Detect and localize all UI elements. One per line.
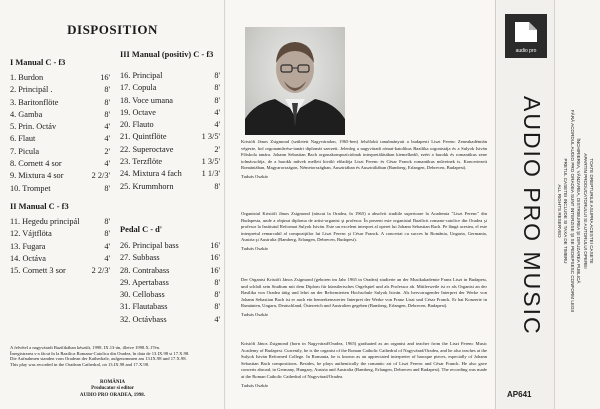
logo-label: audio pro [515, 48, 537, 54]
stop-feet: 1 3/5' [201, 132, 220, 142]
logo-icon [505, 14, 547, 48]
rights-panel [556, 0, 600, 409]
rights-line-5: PRETUL CASETEI INCLUDE SI TAXA DE TIMBRU [563, 158, 569, 264]
stop-item [120, 70, 220, 82]
stop-name: 2. Principál . [10, 85, 53, 95]
stop-feet: 8' [104, 85, 110, 95]
stop-feet: 8' [104, 229, 110, 239]
rights-line-3: ÎNCHIRIEREA, VÂNZAREA, DISTRIBUIREA ŞI DIFUZAREA PUBLICĂ [576, 138, 582, 284]
stop-name: 5. Prin. Octáv [10, 122, 57, 132]
stop-name: 9. Mixtura 4 sor [10, 171, 64, 181]
stop-name: 17. Copula [120, 83, 157, 93]
stop-name: 27. Subbass [120, 253, 160, 263]
stop-name: 10. Trompet [10, 183, 51, 193]
stop-feet: 2' [104, 146, 110, 156]
stop-item [10, 72, 110, 84]
stop-feet: 2 2/3' [91, 171, 110, 181]
stop-feet: 8' [214, 83, 220, 93]
biography-panel [226, 0, 496, 409]
stop-feet: 8' [214, 71, 220, 80]
stop-item [10, 241, 110, 253]
stop-feet: 8' [214, 277, 220, 287]
stop-feet: 8' [214, 302, 220, 312]
stop-feet: 8' [104, 183, 110, 193]
manual3-heading: III Manual (positiv) C - f3 [120, 50, 214, 59]
stop-item [120, 119, 220, 131]
bio-hu-signature: Tudsás Oszkár [241, 173, 269, 179]
stop-feet: 8' [104, 109, 110, 119]
stop-name: 8. Cornett 4 sor [10, 159, 62, 169]
bio-german [241, 277, 487, 319]
stop-item [10, 97, 110, 109]
stop-name: 24. Mixtura 4 fach [120, 169, 182, 179]
organist-photo [245, 27, 345, 135]
stop-item [120, 168, 220, 180]
stop-feet: 4' [104, 159, 110, 169]
stop-feet: 4' [214, 314, 220, 324]
stop-name: 13. Fugara [10, 241, 46, 251]
stop-name: 22. Superoctave [120, 144, 174, 154]
stop-name: 25. Krummhorn [120, 181, 174, 191]
stop-item [120, 265, 220, 277]
imprint-publisher: AUDIO PRO ORADEA, 1998. [79, 392, 146, 398]
stop-item [10, 265, 110, 277]
pedal-stop-list [120, 240, 220, 326]
pedal-heading: Pedal C - d' [120, 225, 163, 234]
stop-feet: 1 1/3' [201, 169, 220, 179]
manual2-stop-list [10, 216, 110, 277]
bio-en-signature: Tudsás Oszkár [241, 382, 269, 388]
imprint-role: Producator si editor [91, 386, 134, 392]
stop-item [120, 131, 220, 143]
stop-name: 29. Apertabass [120, 277, 169, 287]
bio-en-text: Kristófi János Zsigmond (born in Nagyvárad/Oradea, 1965) graduated as an organist and teacher from the Liszt Ferenc Music Academy of Budapest. Currently, he is the organist of the Roman Catholic Cathedral of Nagyvárad/Oradea, and he also teaches at the Sulyok István Reformed College. In Romania, he is known as an appreciated interpreter of baroque pieces, especially of Johann Sebastian Bach compositions. Besides, he plays authentically the romantic art of Liszt Ferenc and César Franck. He also gave concerts abroad, in Germany, Hungary, Austria and Australia (Bamberg, Erlangen, Debrecen and Budapest). The recording was made at the Roman Catholic Cathedral of Nagyvárad/Oradea. [241, 341, 487, 379]
manual1-heading: I Manual C - f3 [10, 58, 66, 67]
stop-feet: 2 2/3' [91, 266, 110, 276]
stop-feet: 16' [210, 253, 220, 263]
stop-item [10, 170, 110, 182]
stop-name: 31. Flautabass [120, 302, 168, 312]
stop-item [10, 183, 110, 195]
stop-feet: 8' [214, 181, 220, 191]
stop-item [120, 314, 220, 326]
rights-line-1: TOATE DREPTURILE ASUPRA ACESTEI CASETE [589, 158, 594, 264]
rights-line-4: FĂRĂ ACORDUL AUDIO PRO ORADEA SUNT INTERZISE ŞI SE PEDEPSESC CONFORM LEGII [569, 109, 575, 313]
stop-item [120, 95, 220, 107]
portrait-figure [245, 27, 345, 135]
stop-name: 19. Octave [120, 107, 156, 117]
stop-name: 28. Contrabass [120, 265, 170, 275]
stop-feet: 16' [210, 241, 220, 250]
stop-feet: 16' [100, 73, 110, 82]
stop-item [10, 146, 110, 158]
stop-name: 20. Flauto [120, 120, 154, 130]
stop-item [10, 216, 110, 228]
stop-item [10, 84, 110, 96]
catalog-number: AP641 [507, 390, 532, 399]
stop-name: 26. Principal bass [120, 241, 179, 250]
bio-ro-text: Organistul Kristófi János Zsigmond (născut la Oradea, în 1965) a absolvit studiile superioare la Academia "Liszt Ferenc" din Budapesta, unde a obţinut diploma de artist-organist şi profesor. În prezent este organistul Bazilicii romano-catolice din Oradea şi profesor la Institutul Reformat Sulyok István. Este un excelent interpret al operei lui Johann Sebastian Bach. Pe lângă acestea, el este interpretul remarcabil al compoziţiilor lui Liszt Ferenc şi César Franck. A concertat cu succes în România, Ungaria, Germania, Austria şi Australia (Bamberg, Erlangen, Debrecen, Budapest). [241, 211, 487, 243]
stop-name: 14. Octáva [10, 253, 46, 263]
stop-item [120, 277, 220, 289]
note-hu: A felvétel a nagyváradi Bazilikában készült, 1998. IX.13-án, illetve 1998.X.17én. [10, 345, 161, 350]
stop-feet: 4' [214, 120, 220, 130]
stop-item [120, 301, 220, 313]
bio-ro-signature: Tudsás Oszkár [241, 245, 269, 251]
recording-notes [10, 345, 220, 367]
manual3-stop-list [120, 70, 220, 193]
rights-notice [556, 46, 594, 376]
stop-name: 23. Terzflöte [120, 157, 163, 167]
stop-feet: 4' [104, 241, 110, 251]
spine-label: AUDIO PRO MUSIC [519, 96, 545, 336]
stop-name: 6. Flaut [10, 134, 36, 144]
stop-feet: 4' [104, 134, 110, 144]
stop-item [120, 289, 220, 301]
imprint-country: ROMÂNIA [100, 380, 125, 385]
stop-item [120, 156, 220, 168]
audio-pro-logo [505, 14, 547, 58]
stop-item [10, 121, 110, 133]
stop-item [120, 252, 220, 264]
stop-name: 21. Quintflöte [120, 132, 167, 142]
stop-name: 7. Picula [10, 146, 40, 156]
stop-feet: 4' [104, 253, 110, 263]
stop-item [120, 240, 220, 252]
stop-feet: 4' [104, 122, 110, 132]
disposition-panel [0, 0, 225, 409]
stop-item [10, 133, 110, 145]
bio-english [241, 341, 487, 389]
note-de: Die Aufnahmen standen vom Oradean der Kathedrale, aufgenommen am 13.IX.98 und 17.X.98. [10, 356, 187, 362]
stop-item [10, 253, 110, 265]
stop-feet: 4' [214, 107, 220, 117]
note-en: This play was recorded in the Oradean Cathedral, on 13.IX.98 and 17.X.98. [10, 361, 150, 367]
stop-name: 16. Principal [120, 71, 163, 80]
stop-feet: 1 3/5' [201, 157, 220, 167]
stop-item [120, 181, 220, 193]
stop-item [120, 144, 220, 156]
rights-line-2: APARTIN PRODUCATORULUI SI AUTORULUI OPEREI [582, 153, 588, 269]
stop-item [10, 109, 110, 121]
stop-item [10, 228, 110, 240]
stop-name: 30. Cellobass [120, 290, 165, 300]
stop-item [120, 107, 220, 119]
bio-romanian [241, 211, 487, 253]
manual1-stop-list [10, 72, 110, 195]
stop-name: 11. Hegedu principál [10, 217, 80, 226]
spine-panel [497, 0, 555, 409]
imprint [0, 380, 225, 399]
stop-name: 32. Octávbass [120, 314, 167, 324]
stop-name: 3. Baritonflöte [10, 97, 59, 107]
bio-hungarian [241, 139, 487, 181]
stop-item [120, 82, 220, 94]
stop-name: 18. Voce umana [120, 95, 173, 105]
stop-feet: 8' [214, 95, 220, 105]
manual2-heading: II Manual C - f3 [10, 202, 69, 211]
rights-line-6: ALL RIGHTS RESERVED [556, 184, 562, 238]
bio-hu-text: Kristófi János Zsigmond (született Nagyváradon, 1965-ben) felsőfokú tanulmányait a budapesti Liszt Ferenc Zeneakadémián végezte, hol orgonaművész-tanári diplomát szerzett. Jelenleg a nagyváradi római-katolikus Bazilika orgonistája és a Sulyok István Főiskola tanára. Johann Sebastian Bach orgonakompozícióinak interpretálásában kiemelkedő, ezért a barokk és romantikus zene tolmácsolója, de a barokk művek mellett kiváló előadója Liszt Ferenc és César Franck romantikus műveinek is. Koncertezett Romániában, Magyarországon, Németországban, Ausztriában és Ausztráliában (Bamberg, Erlangen, Debrecen, Budapest). [241, 139, 487, 171]
stop-feet: 8' [214, 290, 220, 300]
stop-name: 15. Cornett 3 sor [10, 266, 66, 276]
stop-feet: 8' [104, 97, 110, 107]
stop-feet: 2' [214, 144, 220, 154]
bio-de-signature: Tudsás Oszkár [241, 311, 269, 317]
stop-name: 1. Burdon [10, 73, 44, 82]
stop-feet: 8' [104, 217, 110, 226]
bio-de-text: Der Organist Kristófi János Zsigmond (geboren im Jahr 1965 in Oradea) studierte an der Musikakademie Franz Liszt in Budapest, und schloß sein Studium mit dem Diplom für künstlerisches Orgelspiel und als Professor ab. Mittlerweile ist er als Organist an der Basilika von Oradea tätig und lehrt an der Reformierten Hochschule Sulyok István. Als hervorragender Interpret der Werke von Johann Sebastian Bach ist er auch ein bemerkenswerter Interpret der Werke von Franz Liszt und César Franck. Er hat Konzerte in Rumänien, Ungarn, Deutschland, Österreich und Australien gegeben (Bamberg, Erlangen, Debrecen, Budapest). [241, 277, 487, 309]
stop-name: 4. Gamba [10, 109, 43, 119]
stop-name: 12. Vájtflöta [10, 229, 52, 239]
note-ro: Înregistrarea s-a făcut în la Bazilica Romano-Catolica din Oradea, în data de 13.IX.98 si 17.X.98. [10, 350, 190, 356]
disposition-title: DISPOSITION [67, 22, 158, 37]
stop-feet: 16' [210, 265, 220, 275]
stop-item [10, 158, 110, 170]
